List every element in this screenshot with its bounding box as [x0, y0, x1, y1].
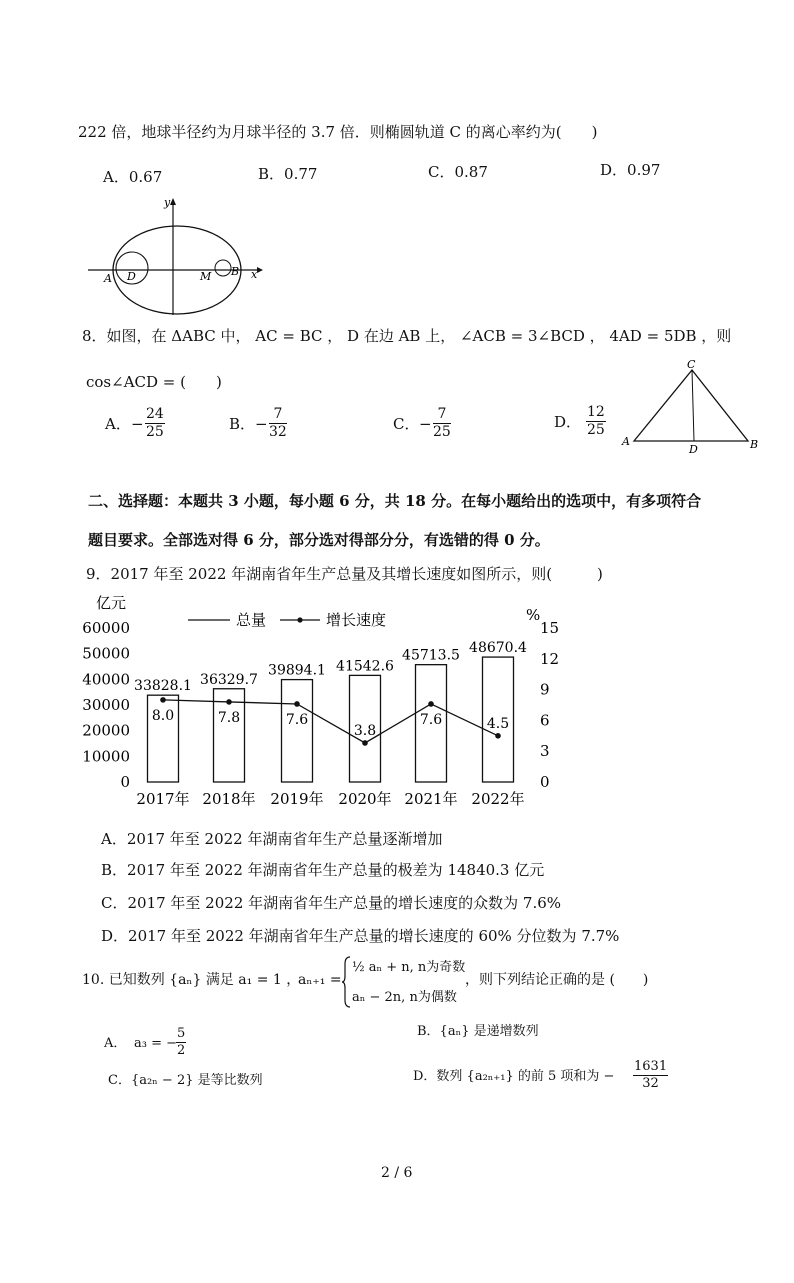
q8-option-a-num: 24	[146, 406, 164, 422]
q10-option-a[interactable]	[104, 1024, 224, 1064]
q8-option-b-den: 32	[269, 424, 287, 440]
section-2-heading-line-2: 题目要求。全部选对得 6 分，部分选对得部分分，有选错的得 0 分。	[88, 531, 550, 549]
growth-point	[495, 733, 501, 739]
point-a-label: A	[104, 272, 112, 285]
vertex-b-label: B	[750, 438, 759, 451]
q8-option-d-num: 12	[587, 404, 605, 420]
page-number: 2 / 6	[381, 1165, 413, 1181]
y-tick-label: 50000	[82, 644, 130, 663]
y2-tick-label: 6	[540, 711, 550, 730]
x-category-label: 2018年	[202, 790, 256, 808]
triangle-figure	[620, 355, 770, 457]
vertex-a-label: A	[622, 435, 630, 448]
growth-value-label: 3.8	[353, 722, 377, 739]
bar-value-label: 36329.7	[200, 671, 258, 688]
q8-option-d[interactable]	[554, 400, 624, 444]
growth-point	[294, 701, 300, 707]
bar-value-label: 33828.1	[134, 678, 192, 695]
growth-value-label: 7.6	[419, 711, 443, 728]
x-category-label: 2020年	[338, 790, 392, 808]
q9-option-b[interactable]: B．2017 年至 2022 年湖南省年生产总量的极差为 14840.3 亿元	[101, 861, 545, 879]
growth-value-label: 7.8	[217, 709, 241, 726]
q8-option-b[interactable]	[229, 402, 309, 446]
q10-option-d-num: 1631	[634, 1059, 668, 1074]
q10-option-d-text: D．数列 {a₂ₙ₊₁} 的前 5 项和为 −	[413, 1069, 615, 1084]
point-b-label: B	[231, 265, 240, 278]
growth-point	[226, 699, 232, 705]
q8-option-c-label: C．	[393, 415, 420, 433]
growth-point	[160, 697, 166, 703]
q10-stem-b: ，则下列结论正确的是 ( )	[465, 972, 649, 988]
bar-value-label: 45713.5	[402, 647, 460, 664]
q10-option-c[interactable]: C．{a₂ₙ − 2} 是等比数列	[108, 1073, 263, 1088]
y-tick-label: 20000	[82, 721, 130, 740]
bar-value-label: 48670.4	[469, 640, 527, 657]
q10-option-a-lhs: a₃ = −	[134, 1036, 178, 1051]
q10-option-d-den: 32	[642, 1076, 659, 1091]
q7-option-d[interactable]: D．0.97	[600, 161, 661, 179]
q8-option-a-sign: −	[131, 415, 144, 433]
q9-stem: 9．2017 年至 2022 年湖南省年生产总量及其增长速度如图所示，则( )	[86, 565, 603, 583]
q9-option-a[interactable]: A．2017 年至 2022 年湖南省年生产总量逐渐增加	[101, 830, 443, 848]
q7-option-c[interactable]: C．0.87	[428, 163, 488, 181]
growth-value-label: 4.5	[486, 715, 510, 732]
gdp-chart	[80, 590, 600, 815]
y-tick-label: 10000	[82, 747, 130, 766]
q10-stem-a: 10. 已知数列 {aₙ} 满足 a₁ = 1 ，	[82, 972, 301, 988]
q8-option-d-label: D．	[554, 413, 582, 431]
bar-total	[282, 680, 313, 782]
y2-tick-label: 15	[540, 619, 560, 637]
q8-option-c-num: 7	[433, 406, 451, 424]
y-axis-unit-label: 亿元	[96, 594, 127, 612]
point-m-label: M	[200, 270, 212, 283]
bar-value-label: 39894.1	[268, 662, 326, 679]
q8-option-b-sign: −	[255, 415, 268, 433]
section-2-heading-line-1: 二、选择题：本题共 3 小题，每小题 6 分，共 18 分。在每小题给出的选项中，有多项符合	[88, 492, 702, 510]
bar-value-label: 41542.6	[336, 658, 394, 675]
q10-case-even: aₙ − 2n, n为偶数	[352, 990, 457, 1005]
point-d-label: D	[689, 443, 698, 456]
x-category-label: 2019年	[270, 790, 324, 808]
y2-axis-unit-label: %	[526, 606, 541, 624]
q8-option-c-den: 25	[433, 424, 451, 440]
growth-value-label: 7.6	[285, 711, 309, 728]
q8-option-d-den: 25	[587, 422, 605, 438]
piecewise-brace	[341, 956, 351, 1008]
legend-growth-label: 增长速度	[326, 611, 387, 629]
growth-value-label: 8.0	[151, 707, 175, 724]
y2-tick-label: 0	[540, 773, 550, 791]
growth-point	[362, 740, 368, 746]
q10-case-odd: ½ aₙ + n, n为奇数	[352, 960, 466, 975]
q9-option-c[interactable]: C．2017 年至 2022 年湖南省年生产总量的增长速度的众数为 7.6%	[101, 894, 562, 912]
y-tick-label: 60000	[82, 619, 130, 637]
legend-total-label: 总量	[236, 611, 267, 629]
legend-growth-marker	[297, 617, 302, 622]
q8-stem: 8．如图，在 ΔABC 中， AC = BC ， D 在边 AB 上， ∠ACB = 3∠BCD ， 4AD = 5DB ，则	[82, 327, 732, 345]
q10-option-a-num: 5	[177, 1026, 186, 1041]
x-category-label: 2022年	[471, 790, 525, 808]
q8-option-a-label: A．	[105, 415, 131, 433]
point-d-label: D	[127, 270, 136, 283]
q8-option-c[interactable]	[393, 402, 473, 446]
q8-option-c-sign: −	[419, 415, 432, 433]
y-tick-label: 40000	[82, 670, 130, 689]
q7-option-b[interactable]: B．0.77	[258, 165, 318, 183]
ellipse-figure	[85, 195, 270, 320]
q10-option-d[interactable]	[413, 1057, 683, 1099]
q8-stem-2: cos∠ACD = ( )	[86, 373, 222, 391]
q7-stem: 222 倍，地球半径约为月球半径的 3.7 倍．则椭圆轨道 C 的离心率约为( )	[78, 123, 598, 141]
q10-option-b[interactable]: B．{aₙ} 是递增数列	[417, 1024, 539, 1039]
x-category-label: 2017年	[136, 790, 190, 808]
axis-x-label: x	[251, 268, 258, 281]
q7-option-a[interactable]: A．0.67	[103, 168, 163, 186]
y2-tick-label: 3	[540, 742, 550, 761]
growth-point	[428, 701, 434, 707]
q9-option-d[interactable]: D．2017 年至 2022 年湖南省年生产总量的增长速度的 60% 分位数为 7.7%	[101, 927, 620, 945]
q10-lhs: aₙ₊₁ =	[298, 972, 342, 988]
q10-option-a-den: 2	[177, 1043, 186, 1058]
q10-option-a-label: A．	[104, 1036, 127, 1051]
y2-tick-label: 12	[540, 649, 560, 668]
q8-option-b-label: B．	[229, 415, 256, 433]
q8-option-a[interactable]	[105, 402, 185, 446]
q8-option-a-den: 25	[146, 424, 164, 440]
q8-option-b-num: 7	[269, 406, 287, 424]
vertex-c-label: C	[687, 358, 696, 371]
axis-y-label: y	[164, 196, 171, 209]
y-tick-label: 30000	[82, 696, 130, 714]
y-tick-label: 0	[120, 773, 130, 791]
y2-tick-label: 9	[540, 680, 550, 699]
x-category-label: 2021年	[404, 790, 458, 808]
